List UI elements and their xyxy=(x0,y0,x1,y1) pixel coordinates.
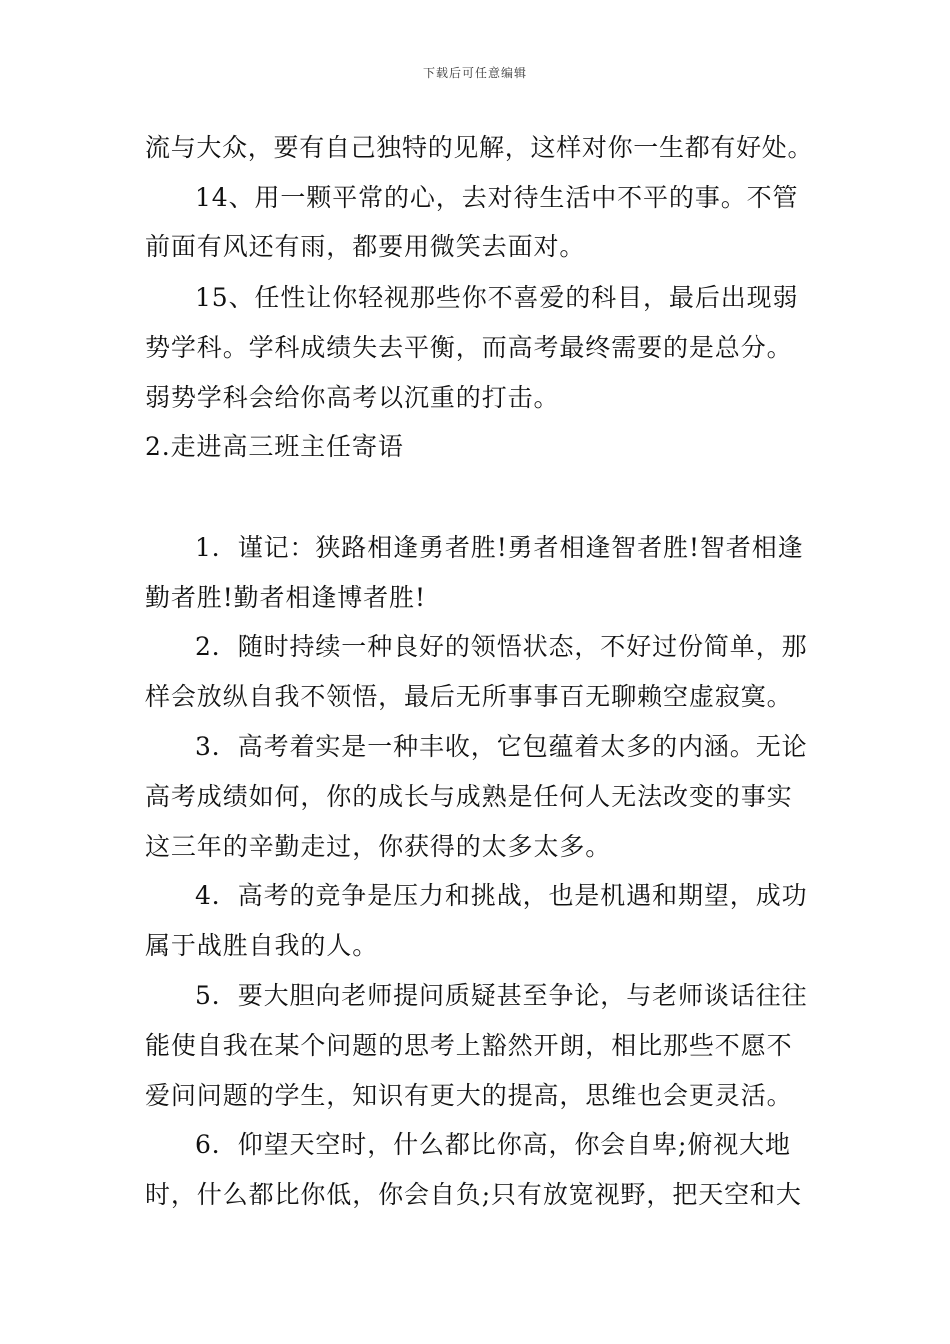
text-line: 4．高考的竞争是压力和挑战，也是机遇和期望，成功 xyxy=(195,881,808,910)
text-line: 爱问问题的学生，知识有更大的提高，思维也会更灵活。 xyxy=(145,1081,793,1110)
text-line: 能使自我在某个问题的思考上豁然开朗，相比那些不愿不 xyxy=(145,1031,793,1060)
text-line: 弱势学科会给你高考以沉重的打击。 xyxy=(145,383,560,412)
text-line: 流与大众，要有自己独特的见解，这样对你一生都有好处。 xyxy=(145,133,814,162)
text-line: 样会放纵自我不领悟，最后无所事事百无聊赖空虚寂寞。 xyxy=(145,682,793,711)
text-line: 势学科。学科成绩失去平衡，而高考最终需要的是总分。 xyxy=(145,333,793,362)
text-line: 前面有风还有雨，都要用微笑去面对。 xyxy=(145,232,586,261)
text-line: 15、任性让你轻视那些你不喜爱的科目，最后出现弱 xyxy=(195,283,799,312)
text-line: 2．随时持续一种良好的领悟状态，不好过份简单，那 xyxy=(195,632,808,661)
text-line: 14、用一颗平常的心，去对待生活中不平的事。不管 xyxy=(195,183,799,212)
section-heading: 2.走进高三班主任寄语 xyxy=(145,432,404,461)
page-header-note: 下载后可任意编辑 xyxy=(422,66,527,80)
text-line: 属于战胜自我的人。 xyxy=(145,931,379,960)
text-line: 勤者胜!勤者相逢博者胜! xyxy=(145,583,426,612)
text-line: 5．要大胆向老师提问质疑甚至争论，与老师谈话往往 xyxy=(195,981,808,1010)
text-line: 6．仰望天空时，什么都比你高，你会自卑;俯视大地 xyxy=(195,1130,791,1159)
text-line: 这三年的辛勤走过，你获得的太多太多。 xyxy=(145,832,612,861)
text-line: 高考成绩如何，你的成长与成熟是任何人无法改变的事实 xyxy=(145,782,793,811)
text-line: 时，什么都比你低，你会自负;只有放宽视野，把天空和大 xyxy=(145,1180,802,1209)
text-line: 1．谨记：狭路相逢勇者胜!勇者相逢智者胜!智者相逢 xyxy=(195,533,804,562)
text-line: 3．高考着实是一种丰收，它包蕴着太多的内涵。无论 xyxy=(195,732,808,761)
